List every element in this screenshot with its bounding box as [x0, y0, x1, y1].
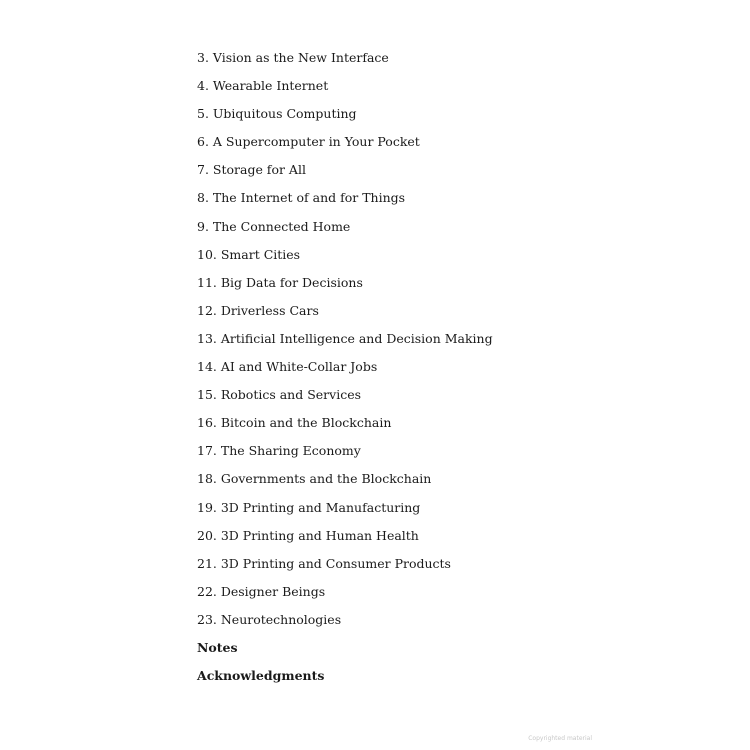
toc-entry[interactable]: 23. Neurotechnologies: [197, 611, 342, 627]
toc-entry[interactable]: 11. Big Data for Decisions: [197, 274, 363, 290]
toc-entry-acknowledgments[interactable]: Acknowledgments: [197, 668, 325, 684]
toc-entry-notes[interactable]: Notes: [197, 639, 238, 655]
toc-entry[interactable]: 15. Robotics and Services: [197, 387, 362, 403]
toc-entry[interactable]: 14. AI and White-Collar Jobs: [197, 359, 378, 375]
copyright-watermark: Copyrighted material: [528, 735, 592, 742]
toc-entry[interactable]: 17. The Sharing Economy: [197, 443, 361, 459]
toc-entry[interactable]: 8. The Internet of and for Things: [197, 190, 406, 206]
toc-entry[interactable]: 20. 3D Printing and Human Health: [197, 527, 419, 543]
toc-entry[interactable]: 13. Artificial Intelligence and Decision Making: [197, 330, 493, 346]
toc-entry[interactable]: 21. 3D Printing and Consumer Products: [197, 555, 451, 571]
toc-entry[interactable]: 18. Governments and the Blockchain: [197, 471, 432, 487]
toc-entry[interactable]: 19. 3D Printing and Manufacturing: [197, 499, 421, 515]
toc-entry[interactable]: 3. Vision as the New Interface: [197, 50, 389, 65]
toc-entry[interactable]: 7. Storage for All: [197, 162, 306, 178]
toc-entry[interactable]: 16. Bitcoin and the Blockchain: [197, 415, 392, 431]
toc-entry[interactable]: 22. Designer Beings: [197, 583, 326, 599]
toc-entry[interactable]: 9. The Connected Home: [197, 218, 351, 234]
toc-entry[interactable]: 5. Ubiquitous Computing: [197, 106, 357, 122]
toc-entry[interactable]: 12. Driverless Cars: [197, 302, 319, 318]
toc-entry[interactable]: 10. Smart Cities: [197, 246, 301, 262]
table-of-contents: [197, 48, 493, 694]
toc-entry[interactable]: 6. A Supercomputer in Your Pocket: [197, 134, 420, 150]
toc-entry[interactable]: 4. Wearable Internet: [197, 78, 329, 94]
